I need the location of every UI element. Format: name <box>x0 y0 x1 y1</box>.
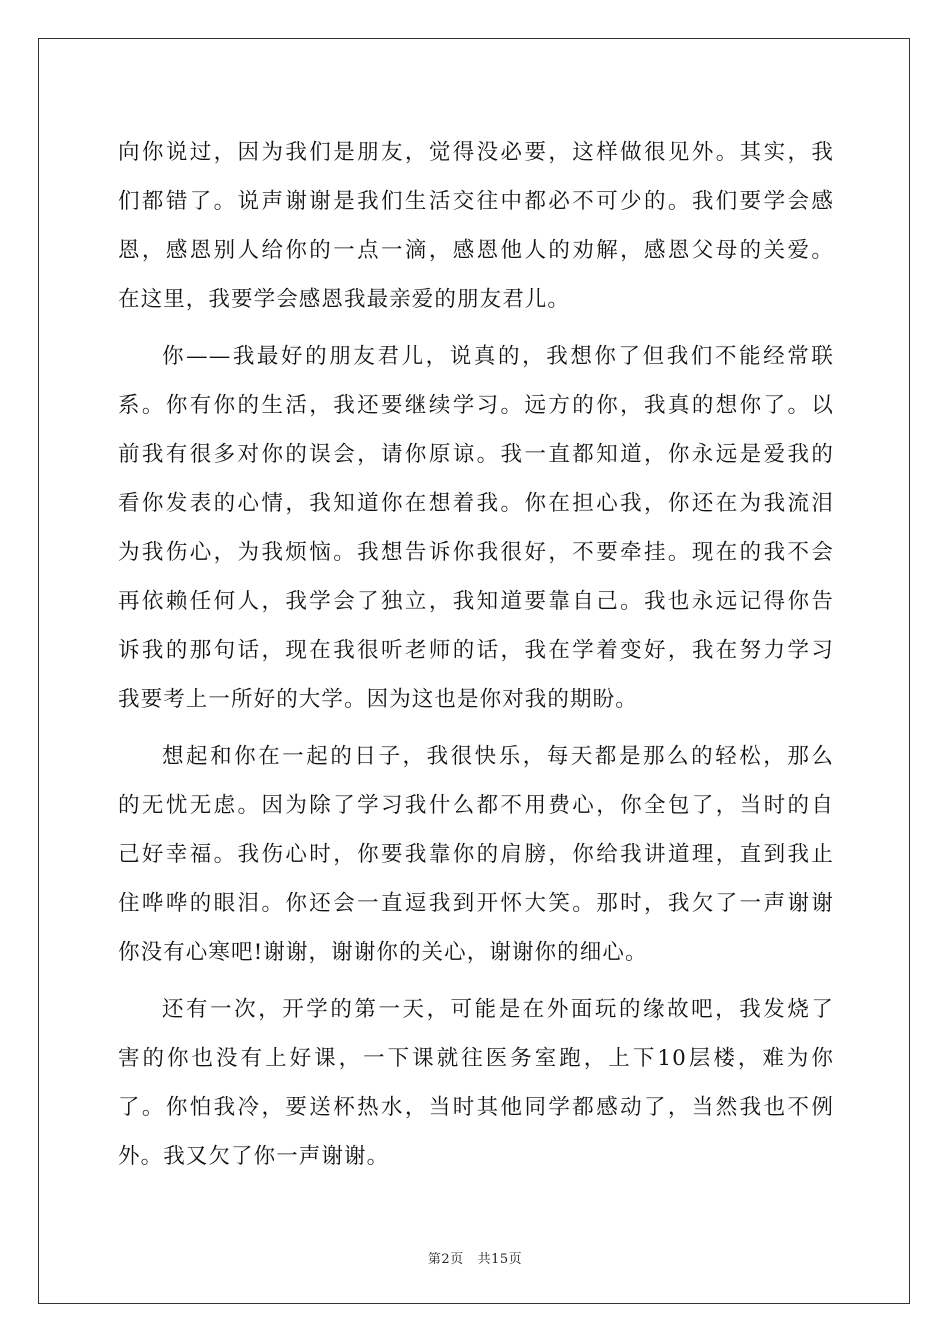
text-line: 再依赖任何人，我学会了独立，我知道要靠自己。我也永远记得你告 <box>118 589 834 614</box>
text-line: 看你发表的心情，我知道你在想着我。你在担心我，你还在为我流泪 <box>118 491 834 516</box>
text-line: 恩，感恩别人给你的一点一滴，感恩他人的劝解，感恩父母的关爱。 <box>118 238 834 263</box>
text-line: 在这里，我要学会感恩我最亲爱的朋友君儿。 <box>118 287 571 312</box>
text-line: 们都错了。说声谢谢是我们生活交往中都必不可少的。我们要学会感 <box>118 189 834 214</box>
page-footer <box>0 1248 950 1267</box>
text-line: 诉我的那句话，现在我很听老师的话，我在学着变好，我在努力学习 <box>118 638 834 663</box>
paragraph-gap <box>118 724 834 732</box>
text-line: 你——我最好的朋友君儿，说真的，我想你了但我们不能经常联 <box>162 344 834 369</box>
paragraph-gap <box>118 324 834 332</box>
text-line: 为我伤心，为我烦恼。我想告诉你我很好，不要牵挂。现在的我不会 <box>118 540 834 565</box>
text-line: 系。你有你的生活，我还要继续学习。远方的你，我真的想你了。以 <box>118 393 834 418</box>
text-line: 住哗哗的眼泪。你还会一直逗我到开怀大笑。那时，我欠了一声谢谢 <box>118 891 834 916</box>
text-line: 你没有心寒吧!谢谢，谢谢你的关心，谢谢你的细心。 <box>118 940 648 965</box>
text-line: 我要考上一所好的大学。因为这也是你对我的期盼。 <box>118 687 638 712</box>
page-number: 第2页 <box>427 1252 464 1267</box>
paragraph-gap <box>118 977 834 985</box>
text-line: 外。我又欠了你一声谢谢。 <box>118 1144 390 1169</box>
text-line: 了。你怕我冷，要送杯热水，当时其他同学都感动了，当然我也不例 <box>118 1095 834 1120</box>
page-total: 共15页 <box>477 1252 523 1267</box>
paragraph <box>118 732 834 977</box>
text-line: 向你说过，因为我们是朋友，觉得没必要，这样做很见外。其实，我 <box>118 140 834 165</box>
text-line: 前我有很多对你的误会，请你原谅。我一直都知道，你永远是爱我的 <box>118 442 834 467</box>
paragraph <box>118 128 834 324</box>
paragraph <box>118 332 834 724</box>
text-line: 的无忧无虑。因为除了学习我什么都不用费心，你全包了，当时的自 <box>118 793 834 818</box>
text-line: 己好幸福。我伤心时，你要我靠你的肩膀，你给我讲道理，直到我止 <box>118 842 834 867</box>
paragraph <box>118 985 834 1181</box>
text-line: 想起和你在一起的日子，我很快乐，每天都是那么的轻松，那么 <box>162 744 834 769</box>
text-line: 害的你也没有上好课，一下课就往医务室跑，上下10层楼，难为你 <box>118 1046 834 1071</box>
document-body <box>118 128 834 1181</box>
text-line: 还有一次，开学的第一天，可能是在外面玩的缘故吧，我发烧了 <box>162 997 834 1022</box>
